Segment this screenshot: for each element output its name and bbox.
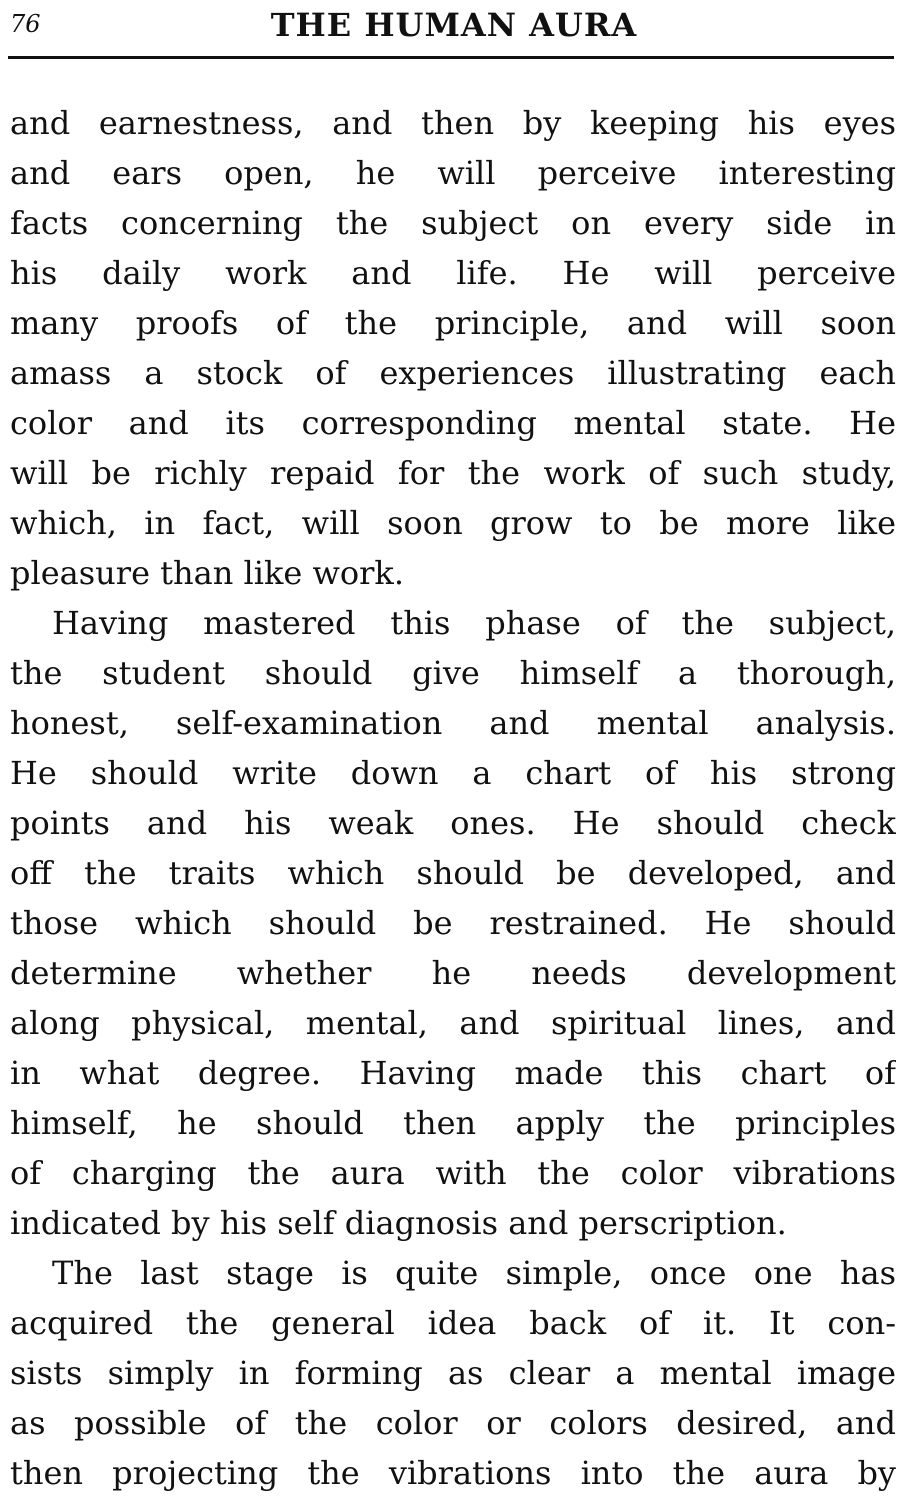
text-line: those which should be restrained. He should <box>10 904 896 942</box>
text-line: many proofs of the principle, and will soon <box>10 304 896 342</box>
page-number: 76 <box>10 10 41 38</box>
text-line: amass a stock of experiences illustrating each <box>10 354 896 392</box>
text-line: indicated by his self diagnosis and perscription. <box>10 1204 787 1242</box>
page-header <box>0 0 908 60</box>
text-line: which, in fact, will soon grow to be more like <box>10 504 896 542</box>
running-title: THE HUMAN AURA <box>270 6 638 44</box>
header-rule <box>8 56 894 59</box>
text-line: determine whether he needs development <box>10 954 896 992</box>
text-line: facts concerning the subject on every side in <box>10 204 896 242</box>
text-line: in what degree. Having made this chart of <box>10 1054 896 1092</box>
text-line: then projecting the vibrations into the aura by <box>10 1454 896 1492</box>
text-line: color and its corresponding mental state. He <box>10 404 896 442</box>
text-line: sists simply in forming as clear a mental image <box>10 1354 896 1392</box>
text-line: and ears open, he will perceive interesting <box>10 154 896 192</box>
text-line: will be richly repaid for the work of such study, <box>10 454 896 492</box>
text-line: pleasure than like work. <box>10 554 404 592</box>
text-line: his daily work and life. He will perceive <box>10 254 896 292</box>
text-line: Having mastered this phase of the subject, <box>52 604 896 642</box>
text-line: honest, self-examination and mental analysis. <box>10 704 896 742</box>
body-text <box>10 98 896 1498</box>
text-line: points and his weak ones. He should check <box>10 804 896 842</box>
text-line: The last stage is quite simple, once one has <box>52 1254 896 1292</box>
text-line: himself, he should then apply the principles <box>10 1104 896 1142</box>
text-line: as possible of the color or colors desired, and <box>10 1404 896 1442</box>
text-line: of charging the aura with the color vibrations <box>10 1154 896 1192</box>
text-line: acquired the general idea back of it. It con- <box>10 1304 896 1342</box>
text-line: the student should give himself a thorough, <box>10 654 896 692</box>
text-line: and earnestness, and then by keeping his eyes <box>10 104 896 142</box>
text-line: along physical, mental, and spiritual lines, and <box>10 1004 896 1042</box>
text-line: He should write down a chart of his strong <box>10 754 896 792</box>
text-line: off the traits which should be developed, and <box>10 854 896 892</box>
